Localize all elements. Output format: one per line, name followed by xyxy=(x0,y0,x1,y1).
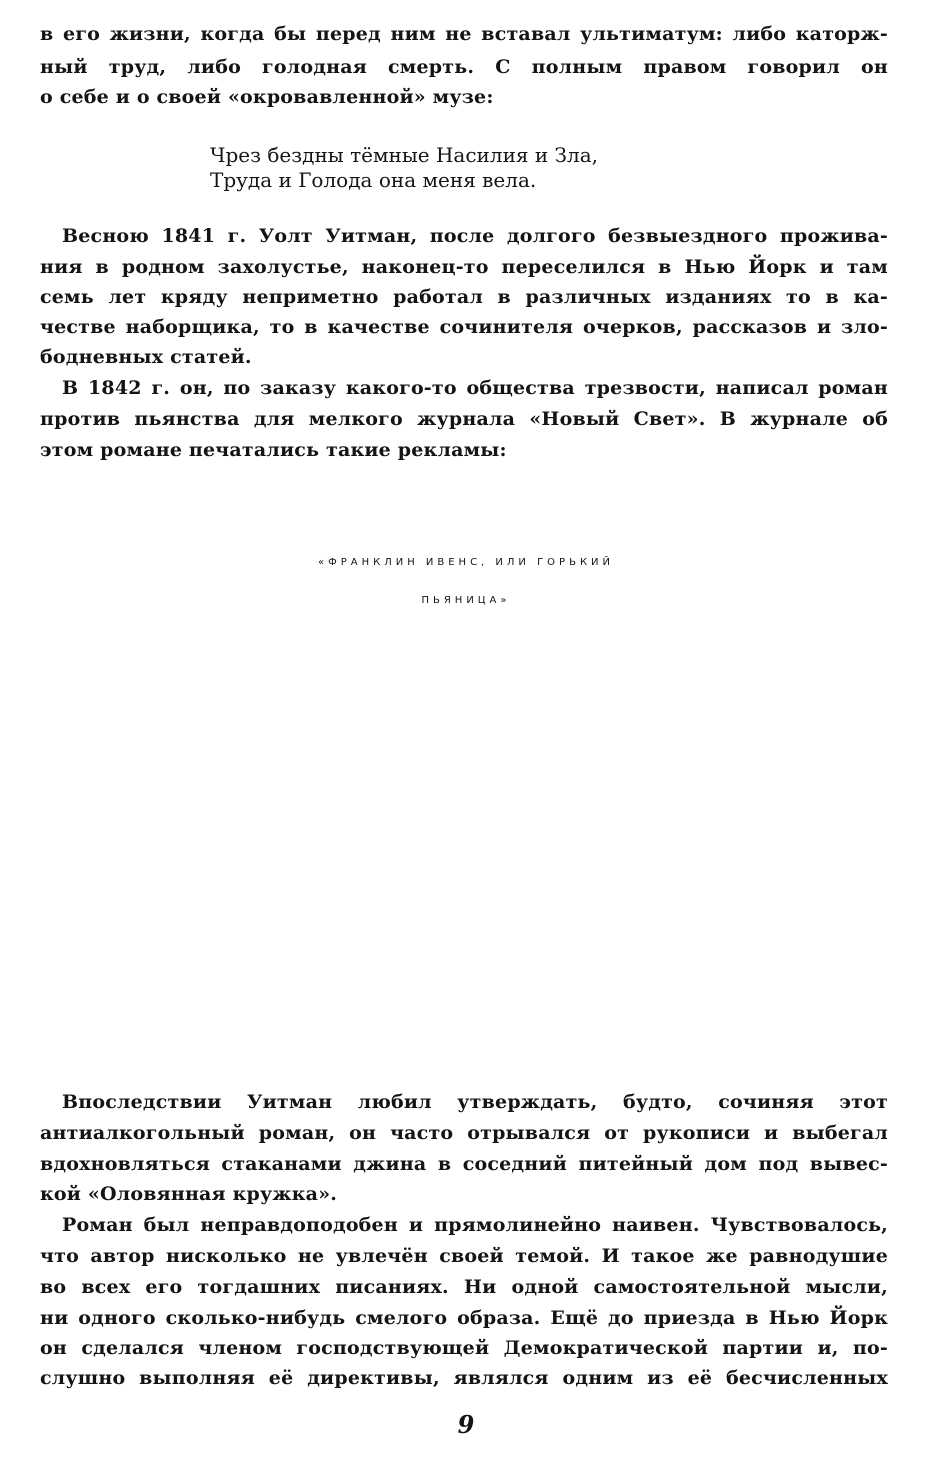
paragraph2-line-2: ния в родном захолустье, наконец-то переселился в Нью Йорк и там xyxy=(40,256,888,278)
paragraph5-line-6: слушно выполняя её директивы, являлся одним из её бесчисленных xyxy=(40,1367,888,1389)
advert-title-line-2: ПЬЯНИЦА» xyxy=(421,595,511,606)
paragraph5-line-3: во всех его тогдашних писаниях. Ни одной самостоятельной мысли, xyxy=(40,1276,888,1298)
paragraph2-line-4: честве наборщика, то в качестве сочинителя очерков, рассказов и зло- xyxy=(40,316,888,338)
page-number: 9 xyxy=(457,1410,475,1439)
paragraph1-line-2: ный труд, либо голодная смерть. С полным правом говорил он xyxy=(40,56,888,78)
paragraph3-line-3: этом романе печатались такие рекламы: xyxy=(40,439,507,461)
paragraph5-line-1: Роман был неправдоподобен и прямолинейно наивен. Чувствовалось, xyxy=(62,1214,888,1236)
paragraph5-line-2: что автор нисколько не увлечён своей темой. И такое же равнодушие xyxy=(40,1245,888,1267)
verse-line-1: Чрез бездны тёмные Насилия и Зла, xyxy=(210,143,599,167)
paragraph5-line-4: ни одного сколько-нибудь смелого образа. Ещё до приезда в Нью Йорк xyxy=(40,1307,888,1329)
paragraph1-line-3: о себе и о своей «окровавленной» музе: xyxy=(40,86,494,108)
paragraph2-line-5: бодневных статей. xyxy=(40,346,252,368)
paragraph3-line-1: В 1842 г. он, по заказу какого-то общества трезвости, написал роман xyxy=(62,377,888,399)
paragraph4-line-1: Впоследствии Уитман любил утверждать, будто, сочиняя этот xyxy=(62,1091,888,1113)
advert-title-line-1: «ФРАНКЛИН ИВЕНС, ИЛИ ГОРЬКИЙ xyxy=(317,557,614,568)
paragraph3-line-2: против пьянства для мелкого журнала «Новый Свет». В журнале об xyxy=(40,408,888,430)
paragraph1-line-1: в его жизни, когда бы перед ним не вставал ультиматум: либо каторж- xyxy=(40,23,888,45)
paragraph2-line-3: семь лет кряду неприметно работал в различных изданиях то в ка- xyxy=(40,286,888,308)
paragraph5-line-5: он сделался членом господствующей Демократической партии и, по- xyxy=(40,1337,888,1359)
paragraph4-line-2: антиалкогольный роман, он часто отрывался от рукописи и выбегал xyxy=(40,1122,888,1144)
paragraph2-line-1: Весною 1841 г. Уолт Уитман, после долгого безвыездного прожива- xyxy=(62,225,888,247)
paragraph4-line-4: кой «Оловянная кружка». xyxy=(40,1183,338,1205)
verse-line-2: Труда и Голода она меня вела. xyxy=(210,168,537,192)
paragraph4-line-3: вдохновляться стаканами джина в соседний питейный дом под вывес- xyxy=(40,1153,888,1175)
